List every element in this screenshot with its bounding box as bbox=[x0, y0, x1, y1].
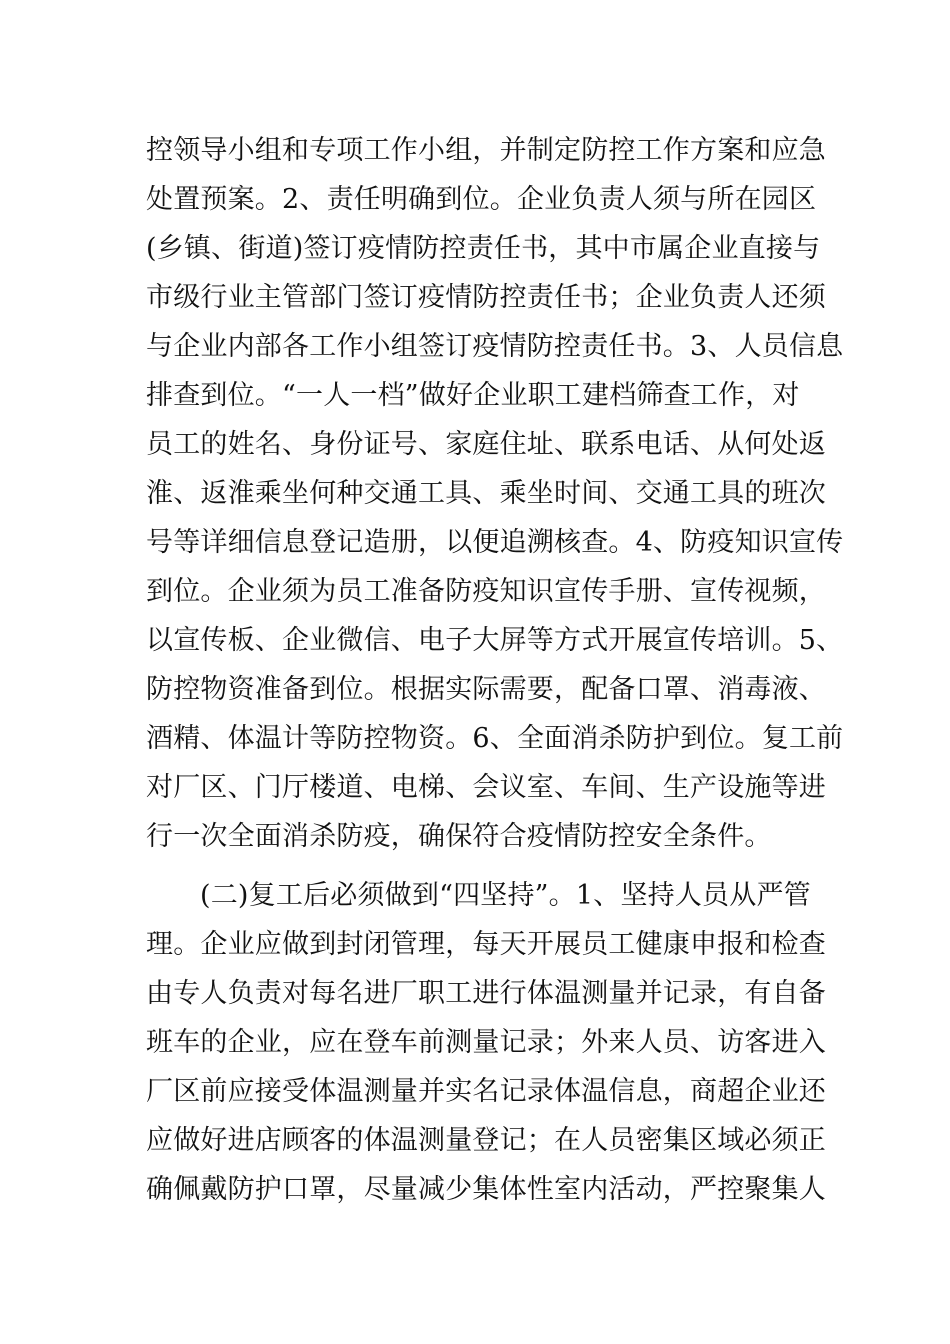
text-line-8: 淮、返淮乘坐何种交通工具、乘坐时间、交通工具的班次 bbox=[146, 478, 826, 509]
text-line-10: 到位。企业须为员工准备防疫知识宣传手册、宣传视频， bbox=[146, 576, 826, 607]
text-line-21: 应做好进店顾客的体温测量登记；在人员密集区域必须正 bbox=[146, 1125, 826, 1156]
text-line-5: 与企业内部各工作小组签订疫情防控责任书。3、人员信息 bbox=[146, 331, 844, 362]
text-line-12: 防控物资准备到位。根据实际需要，配备口罩、消毒液、 bbox=[146, 674, 826, 705]
text-line-2: 处置预案。2、责任明确到位。企业负责人须与所在园区 bbox=[146, 184, 817, 215]
text-line-13: 酒精、体温计等防控物资。6、全面消杀防护到位。复工前 bbox=[146, 723, 844, 754]
text-line-14: 对厂区、门厅楼道、电梯、会议室、车间、生产设施等进 bbox=[146, 772, 826, 803]
text-line-6: 排查到位。“一人一档”做好企业职工建档筛查工作，对 bbox=[146, 380, 800, 411]
text-line-20: 厂区前应接受体温测量并实名记录体温信息，商超企业还 bbox=[146, 1076, 826, 1107]
text-line-18: 由专人负责对每名进厂职工进行体温测量并记录，有自备 bbox=[146, 978, 826, 1009]
text-line-3: (乡镇、街道)签订疫情防控责任书，其中市属企业直接与 bbox=[146, 233, 821, 264]
text-line-22: 确佩戴防护口罩，尽量减少集体性室内活动，严控聚集人 bbox=[146, 1174, 826, 1205]
text-line-11: 以宣传板、企业微信、电子大屏等方式开展宣传培训。5、 bbox=[146, 625, 844, 656]
text-line-1: 控领导小组和专项工作小组，并制定防控工作方案和应急 bbox=[146, 135, 826, 166]
text-line-19: 班车的企业，应在登车前测量记录；外来人员、访客进入 bbox=[146, 1027, 826, 1058]
text-line-16: (二)复工后必须做到“四坚持”。1、坚持人员从严管 bbox=[200, 880, 811, 911]
text-line-7: 员工的姓名、身份证号、家庭住址、联系电话、从何处返 bbox=[146, 429, 826, 460]
text-line-15: 行一次全面消杀防疫，确保符合疫情防控安全条件。 bbox=[146, 821, 772, 852]
text-line-9: 号等详细信息登记造册，以便追溯核查。4、防疫知识宣传 bbox=[146, 527, 844, 558]
text-line-17: 理。企业应做到封闭管理，每天开展员工健康申报和检查 bbox=[146, 929, 826, 960]
text-line-4: 市级行业主管部门签订疫情防控责任书；企业负责人还须 bbox=[146, 282, 826, 313]
